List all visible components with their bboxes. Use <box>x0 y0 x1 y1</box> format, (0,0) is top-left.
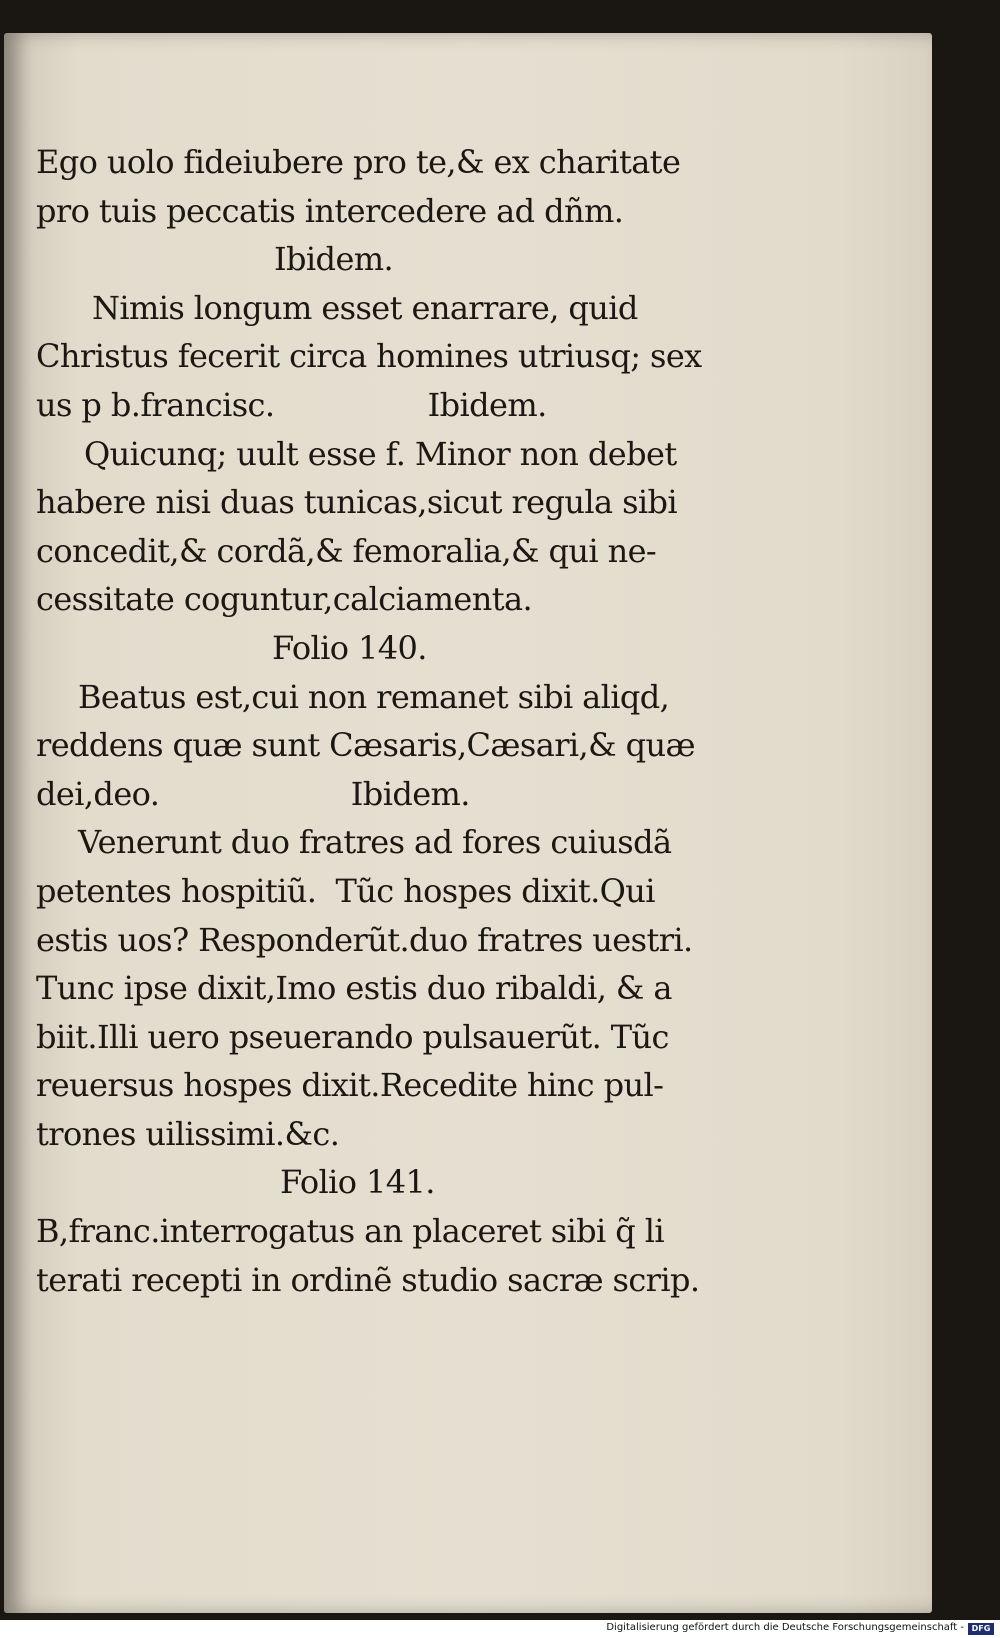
funding-notice: Digitalisierung gefördert durch die Deutsche Forschungsgemeinschaft - <box>606 1622 964 1633</box>
text-line-21: trones uilissimi.&c. <box>36 1114 340 1153</box>
heading-ibidem-1: Ibidem. <box>274 240 394 279</box>
text-line-13: reddens quæ sunt Cæsaris,Cæsari,& quæ <box>36 726 695 765</box>
text-line-9: concedit,& cordã,& femoralia,& qui ne- <box>36 531 657 570</box>
text-line-8: habere nisi duas tunicas,sicut regula sibi <box>36 483 678 522</box>
dfg-logo: DFG <box>968 1623 994 1635</box>
text-line-5: Christus fecerit circa homines utriusq; sex <box>36 337 702 376</box>
text-line-23: B,franc.interrogatus an placeret sibi q̃ li <box>36 1212 664 1251</box>
text-line-24: terati recepti in ordinẽ studio sacræ scrip. <box>36 1260 700 1299</box>
text-line-18: Tunc ipse dixit,Imo estis duo ribaldi, & a <box>36 969 672 1008</box>
text-line-17: estis uos? Responderũt.duo fratres uestri. <box>36 920 693 959</box>
text-line-12: Beatus est,cui non remanet sibi aliqd, <box>78 677 670 716</box>
text-line-20: reuersus hospes dixit.Recedite hinc pul- <box>36 1066 664 1105</box>
text-line-10: cessitate coguntur,calciamenta. <box>36 580 533 619</box>
text-line-2: pro tuis peccatis intercedere ad dñm. <box>36 191 624 230</box>
page-text <box>36 138 716 1304</box>
text-line-4: Nimis longum esset enarrare, quid <box>92 288 638 327</box>
heading-folio-141: Folio 141. <box>280 1163 435 1202</box>
heading-folio-140: Folio 140. <box>272 628 427 667</box>
text-line-15: Venerunt duo fratres ad fores cuiusdã <box>78 823 672 862</box>
text-line-1: Ego uolo fideiubere pro te,& ex charitate <box>36 143 681 181</box>
text-line-6: us p b.francisc. Ibidem. <box>36 385 547 424</box>
text-line-16: petentes hospitiũ. Tũc hospes dixit.Qui <box>36 871 655 910</box>
footer-bar <box>0 1620 1000 1638</box>
text-line-14: dei,deo. Ibidem. <box>36 774 470 813</box>
text-line-7: Quicunq; uult esse f. Minor non debet <box>84 434 677 473</box>
text-line-19: biit.Illi uero pseuerando pulsauerũt. Tũc <box>36 1017 669 1056</box>
